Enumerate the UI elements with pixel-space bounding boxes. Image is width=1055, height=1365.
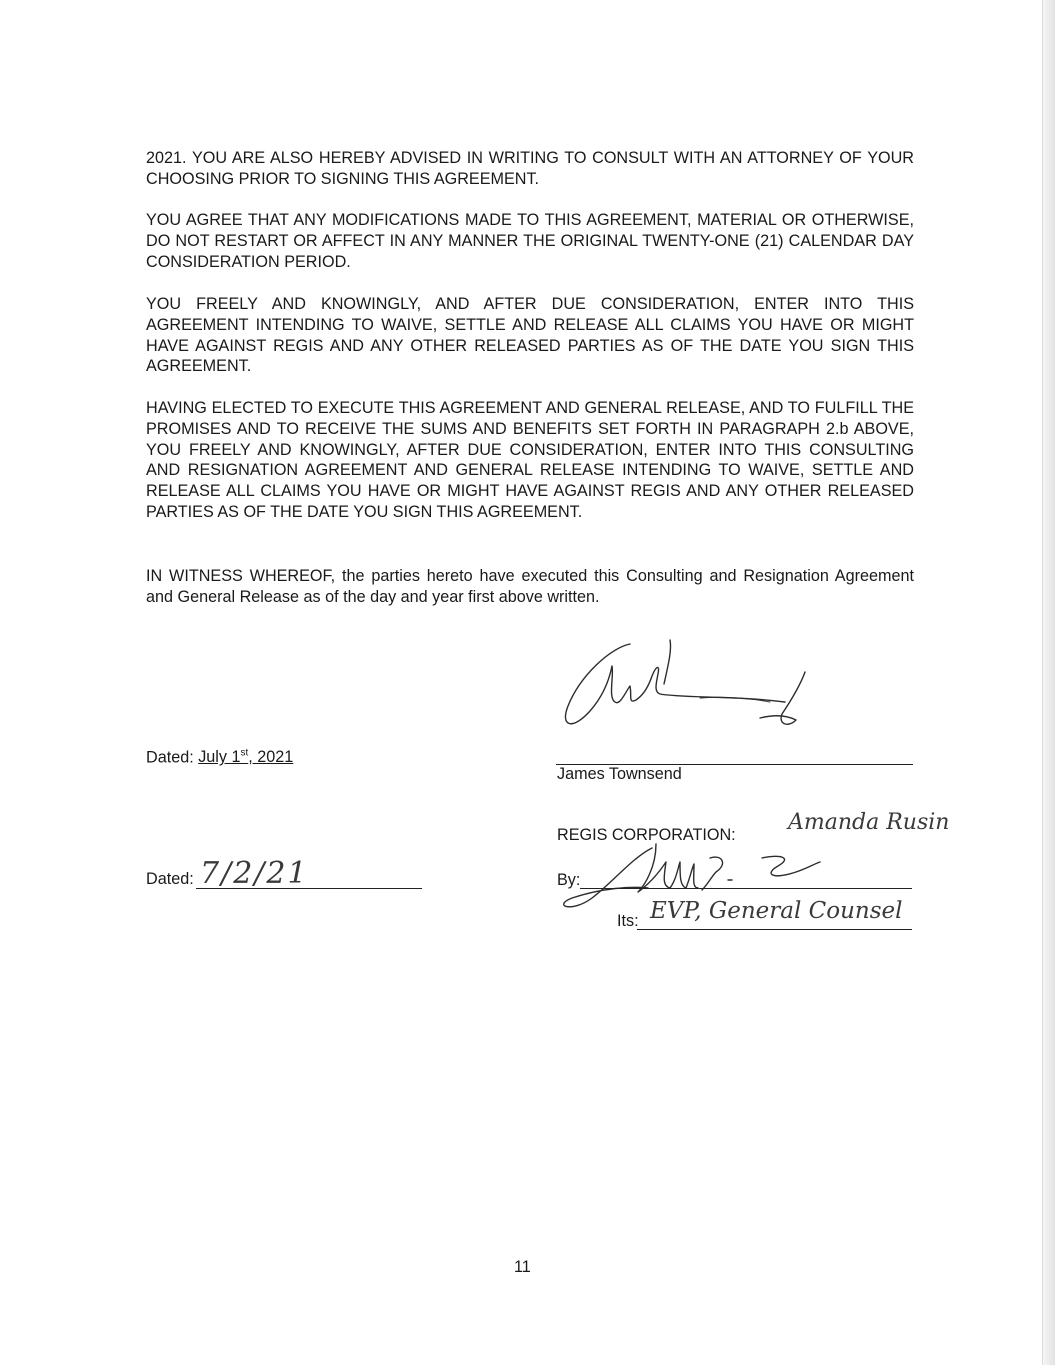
page-edge-shadow bbox=[1042, 0, 1055, 1365]
its-line bbox=[637, 929, 912, 930]
paragraph-freely-knowingly: YOU FREELY AND KNOWINGLY, AND AFTER DUE CONSIDERATION, ENTER INTO THIS AGREEMENT INTENDING TO WAIVE, SETTLE AND RELEASE ALL CLAIMS YOU HAVE OR MIGHT HAVE AGAINST REGIS AND ANY OTHER RELEASED PARTIES AS OF THE DATE YOU SIGN THIS AGREEMENT. bbox=[146, 295, 914, 376]
handwritten-date: 7/2/21 bbox=[200, 856, 309, 891]
paragraph-in-witness: IN WITNESS WHEREOF, the parties hereto have executed this Consulting and Resignation Agreement and General Release as of the day and year first above written. bbox=[146, 567, 914, 606]
date-suffix: st bbox=[240, 748, 249, 759]
paragraph-having-elected: HAVING ELECTED TO EXECUTE THIS AGREEMENT AND GENERAL RELEASE, AND TO FULFILL THE PROMISES AND TO RECEIVE THE SUMS AND BENEFITS SET FORTH IN PARAGRAPH 2.b ABOVE, YOU FREELY AND KNOWINGLY, AFTER DUE CONSIDERATION, ENTER INTO THIS CONSULTING AND RESIGNATION AGREEMENT AND GENERAL RELEASE INTENDING TO WAIVE, SETTLE AND RELEASE ALL CLAIMS YOU HAVE OR MIGHT HAVE AGAINST REGIS AND ANY OTHER RELEASED PARTIES AS OF THE DATE YOU SIGN THIS AGREEMENT. bbox=[146, 399, 914, 521]
townsend-signature bbox=[560, 636, 820, 736]
by-signature-line bbox=[580, 888, 912, 889]
paragraph-modifications: YOU AGREE THAT ANY MODIFICATIONS MADE TO THIS AGREEMENT, MATERIAL OR OTHERWISE, DO NOT RESTART OR AFFECT IN ANY MANNER THE ORIGINAL TWENTY-ONE (21) CALENDAR DAY CONSIDERATION PERIOD. bbox=[146, 211, 914, 271]
signatory-name: James Townsend bbox=[557, 765, 682, 783]
dated-line-1 bbox=[146, 744, 293, 767]
date-month-day: July 1 bbox=[198, 748, 241, 767]
page-number: 11 bbox=[514, 1258, 531, 1276]
dated-value-1 bbox=[198, 748, 293, 766]
company-name: REGIS CORPORATION: bbox=[557, 826, 736, 844]
dated-label-2: Dated: bbox=[146, 870, 194, 888]
handwritten-printed-name: Amanda Rusin bbox=[788, 810, 950, 835]
its-label: Its: bbox=[617, 912, 639, 930]
paragraph-attorney-advice: 2021. YOU ARE ALSO HEREBY ADVISED IN WRITING TO CONSULT WITH AN ATTORNEY OF YOUR CHOOSING PRIOR TO SIGNING THIS AGREEMENT. bbox=[146, 149, 914, 188]
dated-label-1: Dated: bbox=[146, 748, 194, 767]
date-line-2 bbox=[196, 888, 422, 889]
by-label: By: bbox=[557, 871, 581, 889]
handwritten-title: EVP, General Counsel bbox=[650, 898, 903, 924]
date-year: , 2021 bbox=[248, 748, 294, 767]
